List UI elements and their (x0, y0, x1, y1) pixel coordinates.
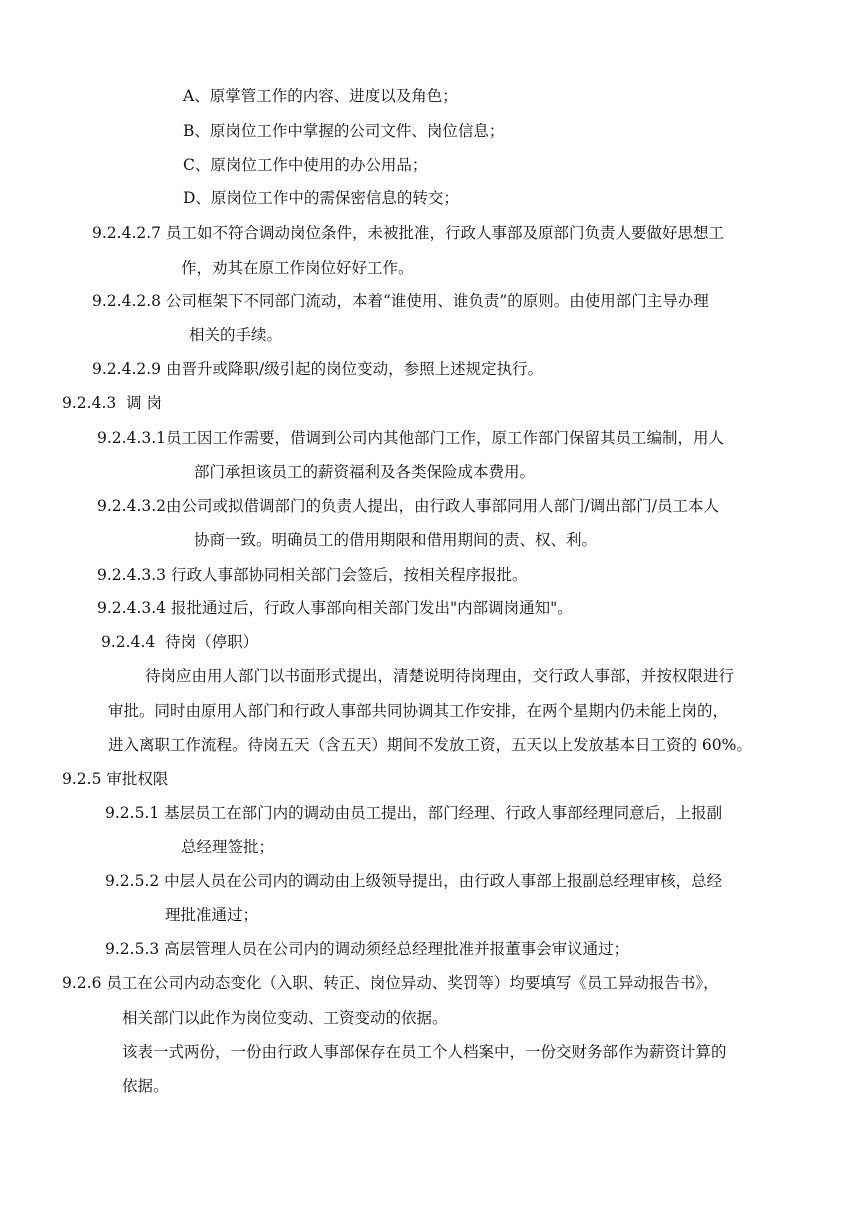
list-item-a: A、原掌管工作的内容、进度以及角色； (183, 87, 458, 105)
clause-9-2-4-2-8-line2: 相关的手续。 (189, 326, 283, 344)
clause-9-2-4-3-2-line1: 9.2.4.3.2由公司或拟借调部门的负责人提出，由行政人事部同用人部门/调出部门/员工本人 (97, 497, 719, 515)
clause-9-2-5-2-line1: 9.2.5.2 中层人员在公司内的调动由上级领导提出，由行政人事部上报副总经理审核，总经 (105, 872, 723, 890)
heading-9-2-4-4: 9.2.4.4 待岗（停职） (101, 633, 259, 651)
clause-9-2-5-1-line1: 9.2.5.1 基层员工在部门内的调动由员工提出，部门经理、行政人事部经理同意后，上报副 (105, 804, 723, 822)
clause-9-2-4-2-7-line2: 作，劝其在原工作岗位好好工作。 (181, 259, 414, 277)
heading-9-2-5: 9.2.5 审批权限 (62, 770, 169, 788)
clause-9-2-6-line2: 相关部门以此作为岗位变动、工资变动的依据。 (122, 1009, 448, 1027)
clause-9-2-4-2-8-line1: 9.2.4.2.8 公司框架下不同部门流动，本着“谁使用、谁负责”的原则。由使用部门主导办理 (92, 292, 709, 310)
clause-9-2-5-1-line2: 总经理签批； (181, 838, 275, 856)
clause-9-2-5-3: 9.2.5.3 高层管理人员在公司内的调动须经总经理批准并报董事会审议通过； (105, 940, 630, 958)
clause-9-2-4-2-9: 9.2.4.2.9 由晋升或降职/级引起的岗位变动，参照上述规定执行。 (92, 360, 544, 378)
clause-9-2-4-3-3: 9.2.4.3.3 行政人事部协同相关部门会签后，按相关程序报批。 (97, 566, 528, 584)
clause-9-2-5-2-line2: 理批准通过； (165, 906, 259, 924)
wait-paragraph-line1: 待岗应由用人部门以书面形式提出，清楚说明待岗理由，交行政人事部，并按权限进行 (145, 667, 735, 685)
list-item-b: B、原岗位工作中掌握的公司文件、岗位信息； (183, 122, 505, 140)
clause-9-2-6-line4: 依据。 (122, 1077, 169, 1095)
heading-9-2-4-3: 9.2.4.3 调 岗 (62, 394, 163, 412)
list-item-c: C、原岗位工作中使用的办公用品； (183, 156, 428, 174)
clause-9-2-4-2-7-line1: 9.2.4.2.7 员工如不符合调动岗位条件，未被批准，行政人事部及原部门负责人要做好思想工 (92, 224, 724, 242)
clause-9-2-4-3-2-line2: 协商一致。明确员工的借用期限和借用期间的责、权、利。 (194, 531, 598, 549)
wait-paragraph-line2: 审批。同时由原用人部门和行政人事部共同协调其工作安排，在两个星期内仍未能上岗的， (108, 702, 729, 720)
list-item-d: D、原岗位工作中的需保密信息的转交； (183, 189, 459, 207)
clause-9-2-4-3-4: 9.2.4.3.4 报批通过后，行政人事部向相关部门发出"内部调岗通知"。 (97, 599, 573, 617)
clause-9-2-4-3-1-line1: 9.2.4.3.1员工因工作需要，借调到公司内其他部门工作，原工作部门保留其员工编制，用人 (97, 429, 725, 447)
wait-paragraph-line3: 进入离职工作流程。待岗五天（含五天）期间不发放工资，五天以上发放基本日工资的 60%。 (108, 736, 752, 754)
clause-9-2-4-3-1-line2: 部门承担该员工的薪资福利及各类保险成本费用。 (194, 463, 536, 481)
clause-9-2-6-line1: 9.2.6 员工在公司内动态变化（入职、转正、岗位异动、奖罚等）均要填写《员工异动报告书》， (62, 974, 719, 992)
clause-9-2-6-line3: 该表一式两份，一份由行政人事部保存在员工个人档案中，一份交财务部作为薪资计算的 (122, 1043, 727, 1061)
